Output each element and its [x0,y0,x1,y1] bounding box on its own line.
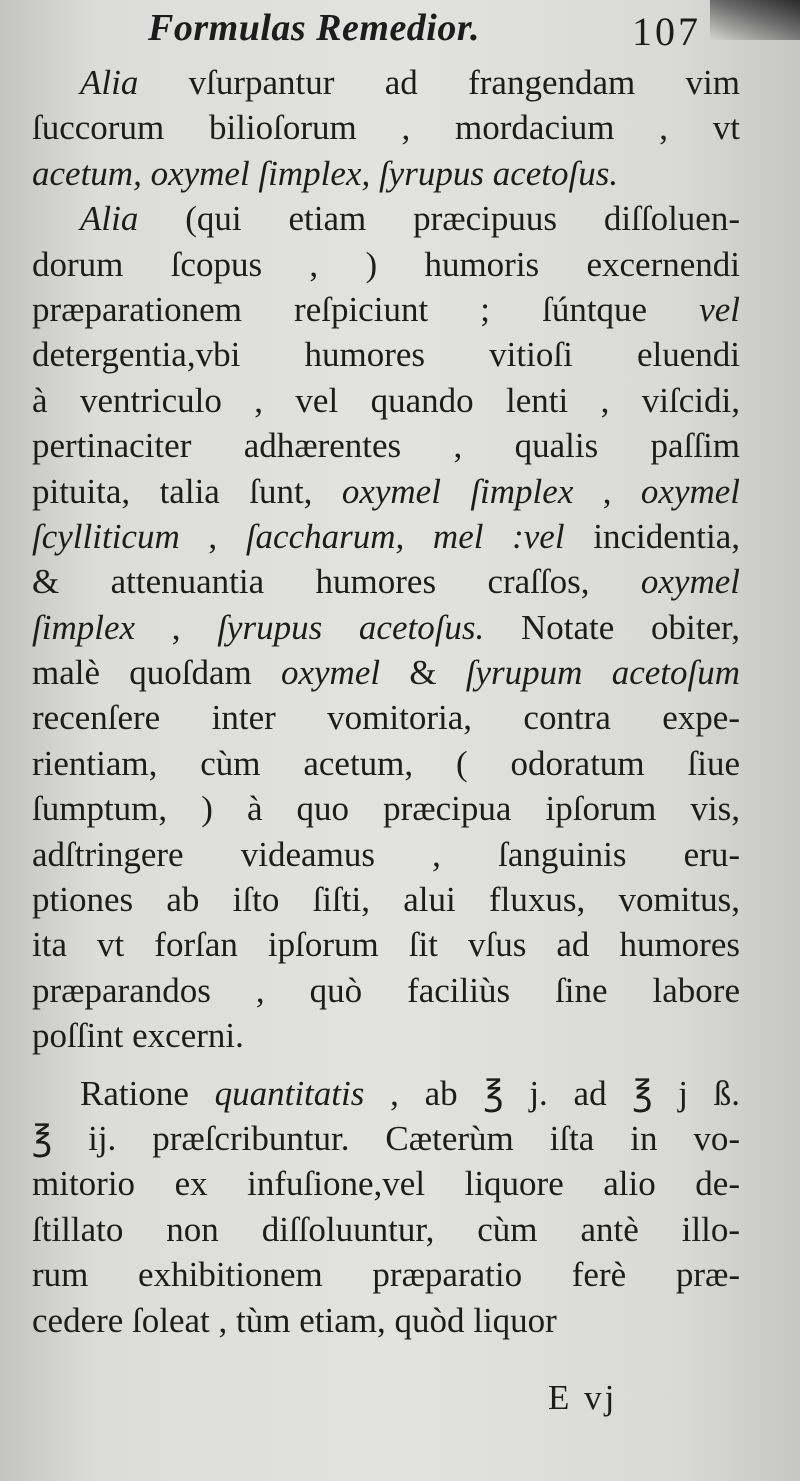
paragraph [32,1071,740,1343]
text-run: detergentia,vbi humores vitioſi eluendi [32,335,740,375]
text-run: à ventriculo , vel quando lenti , viſcidi, [32,380,740,420]
text-run: cedere ſoleat , tùm etiam, quòd liquor [32,1300,557,1340]
text-line [32,1298,740,1343]
text-run: dorum ſcopus , ) humoris excernendi [32,244,740,284]
text-line [32,832,740,877]
text-line [32,151,740,196]
text-run: , [179,516,246,556]
running-head: Formulas Remedior. [148,7,481,49]
text-line [32,469,740,514]
text-run: , [573,471,641,511]
text-line [32,650,740,695]
text-line [32,423,740,468]
text-run: malè quoſdam [32,653,281,693]
italic-run: acetum, oxymel ſimplex, ſyrupus acetoſus. [32,153,619,193]
text-line [32,1071,740,1116]
text-run: & [380,653,466,693]
text-line [32,1252,740,1297]
text-run: mitorio ex infuſione,vel liquore alio de- [32,1164,740,1204]
italic-run: ſyrupus acetoſus. [217,607,485,647]
italic-run: ſyrupum acetoſum [465,653,740,693]
text-run: (qui etiam præcipuus diſſoluen- [138,199,740,239]
body-text [32,60,740,1343]
text-run: adſtringere videamus , ſanguinis eru- [32,834,740,874]
text-line [32,196,740,241]
italic-run: oxymel ſimplex [341,471,574,511]
text-run: , [135,607,218,647]
text-run: Ratione [80,1073,215,1113]
text-run: Notate obiter, [484,607,741,647]
text-run: ℥ ij. præſcribuntur. Cæterùm iſta in vo- [32,1118,740,1158]
catchword: E vj [548,1378,618,1417]
text-line [32,1116,740,1161]
text-line [32,60,740,105]
text-line [32,605,740,650]
italic-run: ſcylliticum [32,516,180,556]
paragraph [32,196,740,1058]
text-run: ſuccorum bilioſorum , mordacium , vt [32,108,740,148]
text-run: ſumptum, ) à quo præcipua ipſorum vis, [32,789,740,829]
text-run: , ab ℥ j. ad ℥ j ß. [364,1073,740,1113]
text-line [32,559,740,604]
italic-run: vel [699,289,740,329]
text-run: præparandos , quò faciliùs ſine labore [32,970,740,1010]
text-line [32,332,740,377]
italic-run: Alia [80,63,139,102]
text-run: ita vt forſan ipſorum ſit vſus ad humores [32,925,740,965]
italic-run: ſimplex [32,607,136,647]
paragraph [32,60,740,196]
text-line [32,786,740,831]
text-run: recenſere inter vomitoria, contra expe- [32,698,740,738]
italic-run: Alia [80,199,139,239]
text-run: pertinaciter adhærentes , qualis paſſim [32,426,740,466]
page-header [0,0,800,62]
text-run: ptiones ab iſto ſiſti, alui fluxus, vomitus, [32,880,740,920]
text-run: rum exhibitionem præparatio ferè præ- [32,1255,740,1295]
italic-run: quantitatis [214,1073,365,1113]
text-run: pituita, talia ſunt, [32,471,342,511]
text-run: poſſint excerni. [32,1016,244,1056]
text-line [32,877,740,922]
text-line [32,922,740,967]
text-run: & attenuantia humores craſſos, [32,562,641,602]
italic-run: oxymel [640,562,740,602]
text-line [32,741,740,786]
text-line [32,105,740,150]
text-run: præparationem reſpiciunt ; ſúntque [32,289,700,329]
text-line [32,514,740,559]
page-number: 107 [632,9,701,54]
text-run: incidentia, [564,516,740,556]
italic-run: oxymel [280,653,381,693]
text-line [32,1207,740,1252]
text-line [32,287,740,332]
text-line [32,242,740,287]
text-run: rientiam, cùm acetum, ( odoratum ſiue [32,743,740,783]
text-line [32,1013,740,1058]
italic-run: ſaccharum, mel :vel [245,516,565,556]
text-line [32,378,740,423]
text-run: ſtillato non diſſoluuntur, cùm antè illo- [32,1209,740,1249]
text-run: vſurpantur ad frangendam vim [138,63,740,102]
text-line [32,968,740,1013]
text-line [32,695,740,740]
italic-run: oxymel [640,471,741,511]
text-line [32,1161,740,1206]
